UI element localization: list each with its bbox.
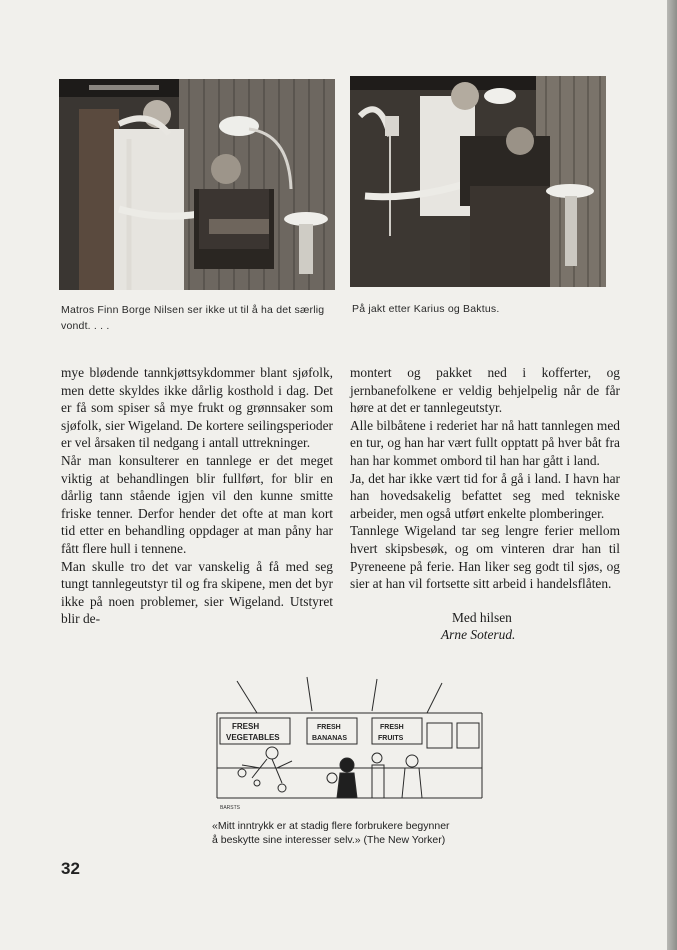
- author-name: Arne Soterud.: [441, 627, 516, 642]
- article-column-left: [61, 364, 333, 628]
- article-column-right: [350, 364, 620, 593]
- sign-text: BANANAS: [312, 735, 347, 742]
- sign-text: FRUITS: [378, 735, 404, 742]
- page-number: 32: [61, 859, 80, 878]
- photo-caption-1: Matros Finn Borge Nilsen ser ikke ut til å ha det særlig vondt. . . .: [61, 304, 325, 332]
- photo-dental-treatment: [350, 76, 606, 287]
- cartoon-caption-line: å beskytte sine interesser selv.» (The New Yorker): [212, 834, 446, 846]
- page-edge: [667, 0, 677, 950]
- sign-text: VEGETABLES: [226, 733, 280, 742]
- cartoon-illustration: [212, 673, 488, 813]
- article-paragraph: Man skulle tro det var vanskelig å få med seg tungt tannlegeutstyr til og fra skipene, men det byr ikke på noen problemer, sier Wigeland. Utstyret blir de-: [61, 558, 333, 627]
- cartoon-caption: [212, 819, 502, 847]
- article-paragraph: Alle bilbåtene i rederiet har nå hatt tannlegen med en tur, og han har vært fullt opptatt på hver båt fra han har kommet ombord til han har gått i land.: [350, 417, 620, 468]
- signature: [452, 609, 512, 627]
- photo-dentist-and-sailor: [59, 79, 335, 290]
- photo-caption-2: På jakt etter Karius og Baktus.: [352, 303, 500, 315]
- article-paragraph: montert og pakket ned i kofferter, og jernbanefolkene er veldig behjelpelig når de får høre at det er tannlegeutstyr.: [350, 365, 620, 416]
- artist-signature: BARSTS: [220, 805, 241, 811]
- article-paragraph: Tannlege Wigeland tar seg lengre ferier mellom hvert skipsbesøk, og om vinteren drar han til Pyreneene på ferie. Han liker seg godt til sjøs, og sier at han vil fortsette sitt arbeid i handelsflåten.: [350, 523, 620, 592]
- closing-line: Med hilsen: [452, 610, 512, 625]
- sign-text: FRESH: [380, 724, 404, 731]
- article-paragraph: Ja, det har ikke vært tid for å gå i land. I havn har han hovedsakelig befattet seg med tekniske arbeider, men også utført enkelte plomberinger.: [350, 470, 620, 521]
- sign-text: FRESH: [317, 724, 341, 731]
- article-paragraph: Når man konsulterer en tannlege er det meget viktig at behandlingen blir fullført, for blir en dårlig tann stående igjen vil den kunne smitte friske tenner. Derfor hender det ofte at man kort tid etter en behandling oppdager at man påny har fått flere hull i tennene.: [61, 452, 333, 556]
- author-block: [441, 626, 515, 644]
- cartoon-caption-line: «Mitt inntrykk er at stadig flere forbrukere begynner: [212, 820, 450, 832]
- article-paragraph: mye blødende tannkjøttsykdommer blant sjøfolk, men dette skyldes ikke dårlig kosthold i dag. Det er få som spiser så mye frukt og grønnsaker som sjøfolk, sier Wigeland. De kortere seilingsperioder er vel årsaken til nedgang i antall uttrekninger.: [61, 365, 333, 451]
- sign-text: FRESH: [232, 722, 260, 731]
